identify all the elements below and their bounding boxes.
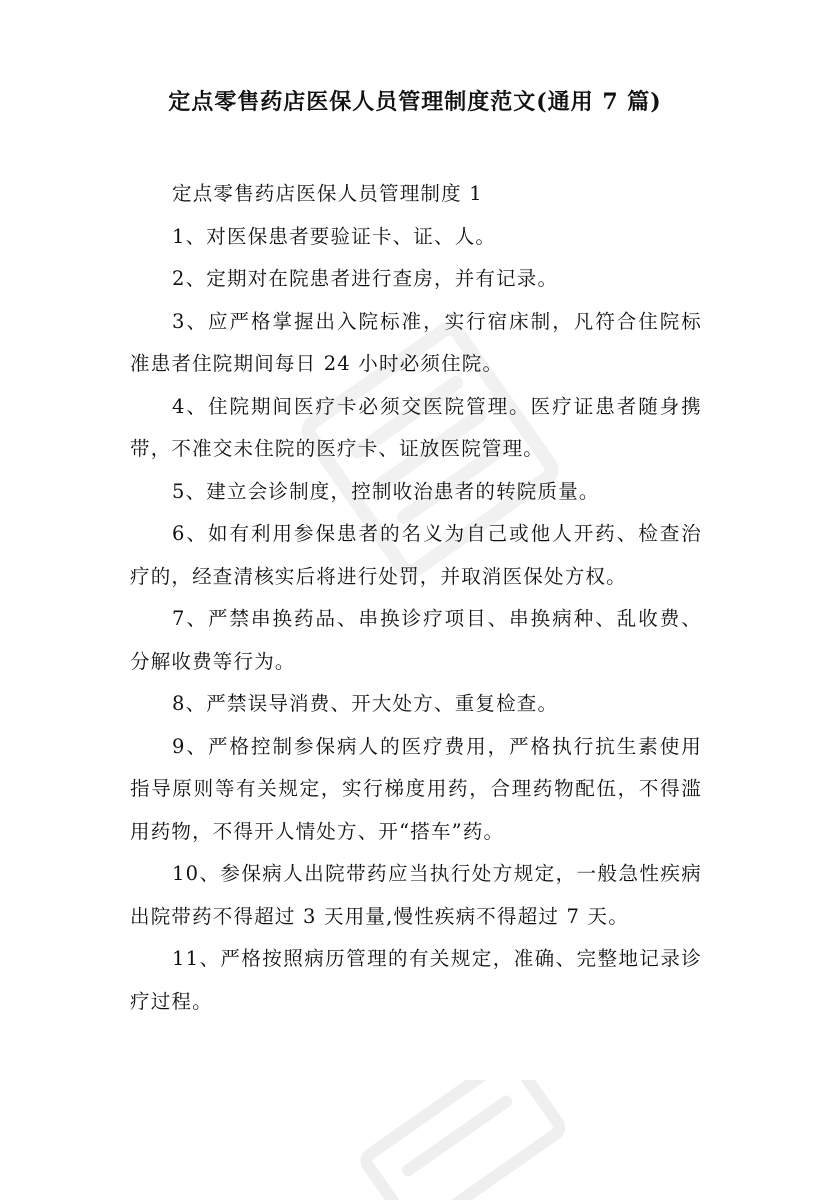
paragraph-7: 7、严禁串换药品、串换诊疗项目、串换病种、乱收费、分解收费等行为。 <box>130 607 702 673</box>
paragraph-1: 1、对医保患者要验证卡、证、人。 <box>172 224 497 248</box>
paragraph-2: 2、定期对在院患者进行查房，并有记录。 <box>172 267 559 290</box>
paragraph-11: 11、严格按照病历管理的有关规定，准确、完整地记录诊疗过程。 <box>130 947 702 1013</box>
document-title: 定点零售药店医保人员管理制度范文(通用 7 篇) <box>168 89 662 115</box>
paragraph-10: 10、参保病人出院带药应当执行处方规定，一般急性疾病出院带药不得超过 3 天用量,慢性疾病不得超过 7 天。 <box>130 862 702 928</box>
paragraph-8: 8、严禁误导消费、开大处方、重复检查。 <box>172 692 559 715</box>
paragraph-4: 4、住院期间医疗卡必须交医院管理。医疗证患者随身携带，不准交未住院的医疗卡、证放医院管理。 <box>130 394 702 460</box>
paragraph-6: 6、如有利用参保患者的名义为自己或他人开药、检查治疗的，经查清核实后将进行处罚，并取消医保处方权。 <box>130 522 702 588</box>
watermark-graphic-bottom <box>330 1080 590 1200</box>
paragraph-3: 3、应严格掌握出入院标准，实行宿床制，凡符合住院标准患者住院期间每日 24 小时必须住院。 <box>130 309 702 375</box>
section-heading: 定点零售药店医保人员管理制度 1 <box>172 182 483 205</box>
paragraph-9: 9、严格控制参保病人的医疗费用，严格执行抗生素使用指导原则等有关规定，实行梯度用药，合理药物配伍，不得滥用药物，不得开人情处方、开“搭车”药。 <box>130 734 702 843</box>
document-body <box>130 173 702 1023</box>
paragraph-5: 5、建立会诊制度，控制收治患者的转院质量。 <box>172 479 600 503</box>
